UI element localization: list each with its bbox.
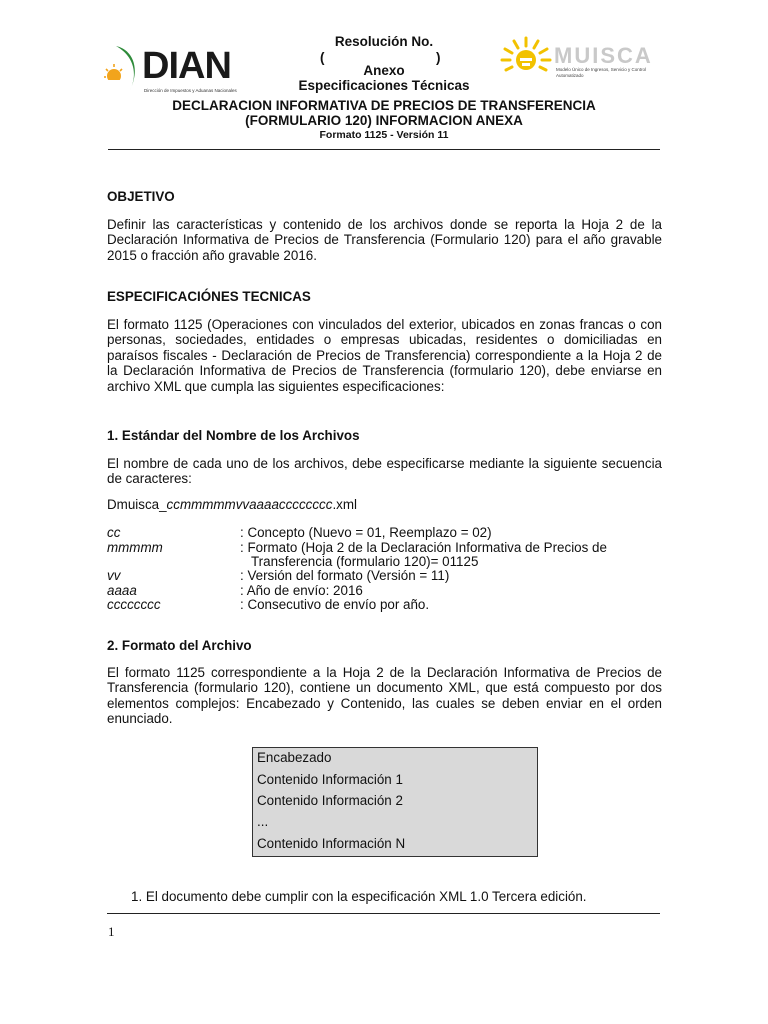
objetivo-heading: OBJETIVO [107, 189, 175, 204]
xml-spec-note: 1. El documento debe cumplir con la especificación XML 1.0 Tercera edición. [131, 889, 587, 904]
especificaciones-paragraph: El formato 1125 (Operaciones con vinculados del exterior, ubicados en zonas francas o con personas, sociedades, entidades o empresas ubicadas, residentes o domiciliadas en paraísos fiscales - Declaración de Precios de Transferencia) correspondiente a la Hoja 2 de la Declaración Informativa de Precios de Transferencia (formulario 120), debe enviarse en archivo XML que cumpla las siguientes especificaciones: [107, 317, 662, 394]
definition-term: aaaa [107, 583, 137, 598]
definition-continuation: Transferencia (formulario 120)= 01125 [251, 554, 479, 569]
paren-open: ( [320, 50, 325, 65]
structure-item: ... [257, 814, 269, 829]
footer-divider [107, 913, 660, 914]
especificaciones-heading: ESPECIFICACIÓNES TECNICAS [107, 289, 311, 304]
section2-paragraph: El formato 1125 correspondiente a la Hoja 2 de la Declaración Informativa de Precios de Transferencia (formulario 120), contiene un documento XML, que está compuesto por dos elementos complejos: Encabezado y Contenido, las cuales se deben enviar en el orden enunciado. [107, 665, 662, 727]
dian-logo-subtitle: Dirección de Impuestos y Aduanas Nacionales [144, 88, 237, 93]
formato-version: Formato 1125 - Versión 11 [319, 129, 449, 141]
document-title-line1: DECLARACION INFORMATIVA DE PRECIOS DE TRANSFERENCIA [172, 98, 596, 113]
structure-item: Contenido Información N [257, 836, 406, 851]
filename-placeholder: ccmmmmmvvaaaacccccccc [166, 497, 333, 512]
definition-value: : Formato (Hoja 2 de la Declaración Informativa de Precios de [240, 540, 607, 555]
definition-term: mmmmm [107, 540, 163, 555]
anexo-label: Anexo [363, 63, 405, 78]
section1-paragraph: El nombre de cada uno de los archivos, debe especificarse mediante la siguiente secuencia de caracteres: [107, 456, 662, 487]
muisca-logo-text: MUISCA [554, 43, 653, 68]
section1-heading: 1. Estándar del Nombre de los Archivos [107, 428, 360, 443]
resolucion-label: Resolución No. [334, 34, 434, 49]
xml-structure-box [252, 747, 538, 857]
definition-value: : Año de envío: 2016 [240, 583, 363, 598]
paren-close: ) [436, 50, 441, 65]
objetivo-paragraph: Definir las características y contenido de los archivos donde se reporta la Hoja 2 de la Declaración Informativa de Precios de Transferencia (Formulario 120) para el año gravable 2015 o fracción año gravable 2016. [107, 217, 662, 263]
filename-pattern [107, 497, 662, 512]
dian-logo-text: DIAN [142, 45, 231, 87]
definition-value: : Consecutivo de envío por año. [240, 597, 430, 612]
muisca-logo-subtitle: Modelo Único de Ingresos, Servicio y Control Automatizado [556, 67, 647, 78]
structure-item: Contenido Información 2 [257, 793, 403, 808]
structure-item: Encabezado [257, 750, 332, 765]
definition-term: vv [107, 568, 121, 583]
header-divider [108, 149, 660, 150]
structure-item: Contenido Información 1 [257, 772, 403, 787]
filename-extension: .xml [332, 497, 357, 512]
definition-term: cc [107, 525, 121, 540]
definition-value: : Versión del formato (Versión = 11) [240, 568, 450, 583]
section2-heading: 2. Formato del Archivo [107, 638, 252, 653]
definition-term: cccccccc [107, 597, 161, 612]
filename-prefix: Dmuisca_ [107, 497, 167, 512]
page-number: 1 [108, 924, 115, 939]
document-title-line2: (FORMULARIO 120) INFORMACION ANEXA [245, 113, 523, 128]
especificaciones-label: Especificaciones Técnicas [298, 78, 470, 93]
definition-value: : Concepto (Nuevo = 01, Reemplazo = 02) [240, 525, 492, 540]
